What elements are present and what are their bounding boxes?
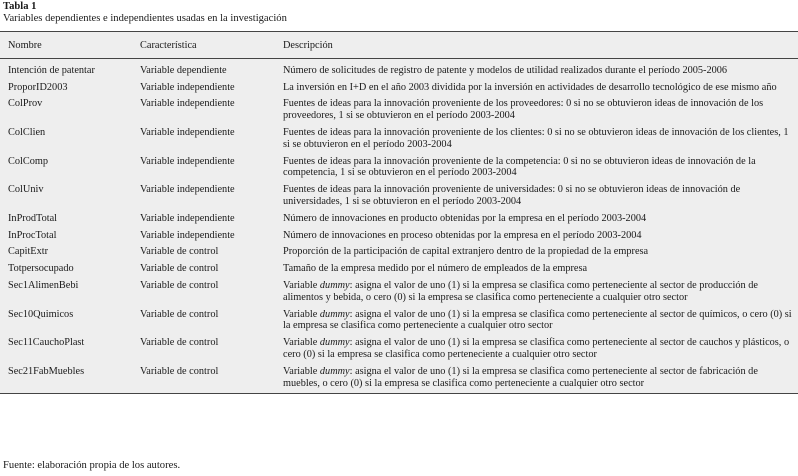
- table-header-row: [0, 32, 798, 58]
- desc-text: : asigna el valor de uno (1) si la empresa se clasifica como perteneciente al sector de producción de alimentos y bebida, o cero (0) si la empresa se clasifica como perteneciente a cualquier otro sector: [283, 279, 758, 303]
- header-descripcion: Descripción: [275, 32, 798, 58]
- cell-nombre: Sec11CauchoPlast: [8, 337, 85, 349]
- desc-dummy-term: dummy: [319, 365, 350, 377]
- cell-caracteristica: Variable independiente: [140, 155, 235, 167]
- cell-caracteristica: Variable independiente: [140, 98, 235, 110]
- cell-descripcion: Número de innovaciones en proceso obtenidas por la empresa en el período 2003-2004: [283, 229, 642, 241]
- cell-descripcion: Fuentes de ideas para la innovación proveniente de universidades: 0 si no se obtuvieron ideas de innovación de universidades, 1 si se obtuvieron en el período 2003-2004: [283, 184, 741, 207]
- cell-descripcion: [275, 335, 798, 364]
- cell-nombre: ProporID2003: [8, 81, 68, 93]
- cell-caracteristica: Variable independiente: [140, 126, 235, 138]
- table-row: [0, 244, 798, 261]
- cell-descripcion: Fuentes de ideas para la innovación proveniente de los proveedores: 0 si no se obtuvieron ideas de innovación de los proveedores, 1 si se obtuvieron en el período 2003-2004: [283, 98, 764, 122]
- cell-caracteristica: Variable independiente: [140, 81, 235, 93]
- header-caracteristica: Característica: [132, 32, 275, 58]
- cell-descripcion: Número de solicitudes de registro de patente y modelos de utilidad realizados durante el período 2005-2006: [283, 64, 728, 76]
- cell-caracteristica: Variable independiente: [140, 229, 235, 241]
- table-row: [0, 364, 798, 394]
- desc-dummy-term: dummy: [319, 279, 350, 291]
- table-body: [0, 58, 798, 393]
- table-row: [0, 278, 798, 307]
- table-row: [0, 261, 798, 278]
- table-row: [0, 125, 798, 154]
- cell-caracteristica: Variable independiente: [140, 184, 235, 196]
- table-row: [0, 58, 798, 79]
- desc-prefix: Variable: [283, 365, 320, 377]
- cell-nombre: Sec10Quimicos: [8, 308, 74, 320]
- cell-descripcion: La inversión en I+D en el año 2003 dividida por la inversión en actividades de desarrollo tecnológico de ese mismo año: [283, 81, 777, 93]
- cell-caracteristica: Variable independiente: [140, 212, 235, 224]
- desc-text: : asigna el valor de uno (1) si la empresa se clasifica como perteneciente al sector de cauchos y plásticos, o cero (0) si la empresa se clasifica como perteneciente a cualquier otro sector: [283, 337, 790, 360]
- cell-nombre: ColUniv: [8, 184, 44, 196]
- cell-caracteristica: Variable de control: [140, 279, 219, 291]
- cell-caracteristica: Variable de control: [140, 246, 219, 258]
- table-number: Tabla 1: [3, 1, 37, 12]
- cell-nombre: ColClien: [8, 126, 46, 138]
- table-row: [0, 228, 798, 245]
- desc-dummy-term: dummy: [319, 337, 350, 349]
- table-row: [0, 154, 798, 183]
- desc-dummy-term: dummy: [319, 308, 350, 320]
- cell-caracteristica: Variable de control: [140, 263, 219, 275]
- cell-caracteristica: Variable de control: [140, 337, 219, 349]
- table-row: [0, 211, 798, 228]
- cell-nombre: ColProv: [8, 98, 43, 110]
- desc-prefix: Variable: [283, 308, 320, 320]
- table-row: [0, 80, 798, 97]
- table-caption: [3, 1, 287, 25]
- cell-nombre: Intención de patentar: [8, 64, 95, 76]
- cell-nombre: Sec1AlimenBebi: [8, 279, 79, 291]
- cell-nombre: ColComp: [8, 155, 49, 167]
- desc-text: : asigna el valor de uno (1) si la empresa se clasifica como perteneciente al sector de fabricación de muebles, o cero (0) si la empresa se clasifica como perteneciente a cualquier otro sector: [283, 365, 758, 389]
- variables-table: [0, 32, 798, 393]
- cell-caracteristica: Variable dependiente: [140, 64, 227, 76]
- cell-nombre: Sec21FabMuebles: [8, 365, 85, 377]
- cell-descripcion: [275, 364, 798, 394]
- cell-descripcion: Tamaño de la empresa medido por el número de empleados de la empresa: [283, 263, 588, 275]
- desc-prefix: Variable: [283, 337, 320, 349]
- cell-descripcion: [275, 278, 798, 307]
- table-row: [0, 307, 798, 336]
- cell-descripcion: Número de innovaciones en producto obtenidas por la empresa en el período 2003-2004: [283, 212, 647, 224]
- header-nombre: Nombre: [0, 32, 132, 58]
- cell-nombre: CapitExtr: [8, 246, 49, 258]
- table-row: [0, 182, 798, 211]
- cell-descripcion: Fuentes de ideas para la innovación proveniente de los clientes: 0 si no se obtuvieron ideas de innovación de los clientes, 1 si se obtuvieron en el período 2003-2004: [283, 126, 789, 150]
- cell-nombre: InProcTotal: [8, 229, 57, 241]
- table-source-note: Fuente: elaboración propia de los autores.: [3, 460, 181, 471]
- cell-descripcion: Proporción de la participación de capital extranjero dentro de la propiedad de la empresa: [283, 246, 649, 258]
- table-row: [0, 96, 798, 125]
- table-title: Variables dependientes e independientes usadas en la investigación: [3, 13, 287, 24]
- variables-table-container: [0, 31, 798, 394]
- desc-text: : asigna el valor de uno (1) si la empresa se clasifica como perteneciente al sector de químicos, o cero (0) si la empresa se clasifica como perteneciente a cualquier otro sector: [283, 308, 792, 332]
- desc-prefix: Variable: [283, 279, 320, 291]
- cell-nombre: Totpersocupado: [8, 263, 74, 275]
- cell-descripcion: Fuentes de ideas para la innovación proveniente de la competencia: 0 si no se obtuvieron ideas de innovación de la competencia, 1 si se obtuvieron en el período 2003-2004: [283, 155, 756, 179]
- cell-caracteristica: Variable de control: [140, 365, 219, 377]
- cell-nombre: InProdTotal: [8, 212, 58, 224]
- table-row: [0, 335, 798, 364]
- cell-caracteristica: Variable de control: [140, 308, 219, 320]
- cell-descripcion: [275, 307, 798, 336]
